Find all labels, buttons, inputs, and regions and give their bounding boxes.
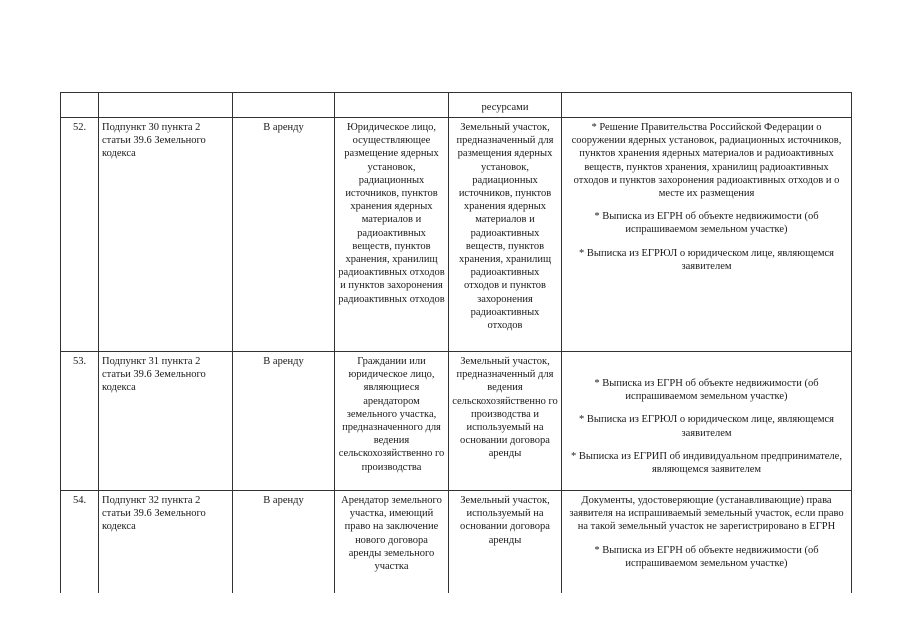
document-item: * Выписка из ЕГРИП об индивидуальном предпринимателе, являющемся заявителем [571,450,842,476]
required-documents [562,118,852,352]
applicant-description: Юридическое лицо, осуществляющее размещение ядерных установок, радиационных источников, пунктов хранения ядерных материалов и радиоактивных веществ, пунктов хранения, хранилищ радиоактивных отходов и пунктов захоронения радиоактивных отходов [335,118,449,352]
cell-documents [562,93,852,118]
table-row [61,118,852,352]
document-item: * Выписка из ЕГРН об объекте недвижимости (об испрашиваемом земельном участке) [594,211,819,236]
row-number: 53. [61,352,99,491]
grant-type: В аренду [233,118,335,352]
cell-number [61,93,99,118]
cell-plot: ресурсами [449,93,562,118]
document-item: * Решение Правительства Российской Федерации о сооружении ядерных установок, радиационных источников, пунктов хранения ядерных материалов и радиоактивных веществ, пунктов хранения, хранилищ радиоактивных отходов и пунктов захоронения радиоактивных отходов и о месте их размещения [571,122,842,200]
legal-article: Подпункт 30 пункта 2 статьи 39.6 Земельного кодекса [99,118,233,352]
document-item: * Выписка из ЕГРН об объекте недвижимости (об испрашиваемом земельном участке) [594,378,819,403]
required-documents [562,491,852,594]
cell-applicant [335,93,449,118]
cell-article [99,93,233,118]
cell-type [233,93,335,118]
table-row-continuation [61,93,852,118]
table-row [61,352,852,491]
required-documents [562,352,852,491]
applicant-description: Арендатор земельного участка, имеющий право на заключение нового договора аренды земельного участка [335,491,449,594]
grant-type: В аренду [233,491,335,594]
document-item: * Выписка из ЕГРЮЛ о юридическом лице, являющемся заявителем [579,247,834,272]
legal-article: Подпункт 31 пункта 2 статьи 39.6 Земельного кодекса [99,352,233,491]
table-row [61,491,852,594]
legal-article: Подпункт 32 пункта 2 статьи 39.6 Земельного кодекса [99,491,233,594]
plot-description: Земельный участок, предназначенный для размещения ядерных установок, радиационных источников, пунктов хранения ядерных материалов и радиоактивных веществ, пунктов хранения, хранилищ радиоактивных отходов и пунктов захоронения радиоактивных отходов [449,118,562,352]
document-item: * Выписка из ЕГРН об объекте недвижимости (об испрашиваемом земельном участке) [594,544,819,569]
row-number: 54. [61,491,99,594]
land-grounds-table [60,92,852,593]
document-item: Документы, удостоверяющие (устанавливающие) права заявителя на испрашиваемый земельный участок, если право на такой земельный участок не зарегистрировано в ЕГРН [569,495,844,533]
plot-description: Земельный участок, предназначенный для ведения сельскохозяйственно го производства и используемый на основании договора аренды [449,352,562,491]
row-number: 52. [61,118,99,352]
grant-type: В аренду [233,352,335,491]
document-item: * Выписка из ЕГРЮЛ о юридическом лице, являющемся заявителем [579,414,834,439]
plot-description: Земельный участок, используемый на основании договора аренды [449,491,562,594]
applicant-description: Граждании или юридическое лицо, являющиеся арендатором земельного участка, предназначенного для ведения сельскохозяйственно го производства [335,352,449,491]
